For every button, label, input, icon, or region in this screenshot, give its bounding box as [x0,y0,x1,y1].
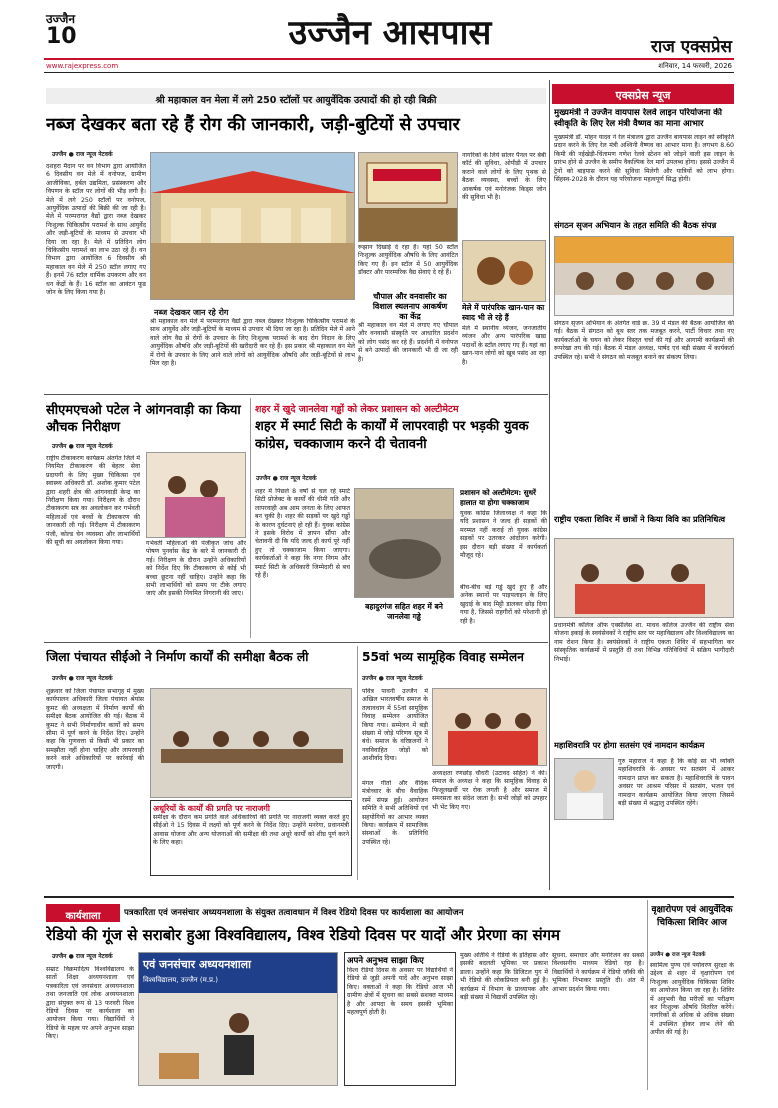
meeting-illustration [555,237,734,316]
zila-box-text: समीक्षा के दौरान कम प्रगति वाले अधिकारियों की प्रगति पर नाराजगी व्यक्त करते हुए सीईओ ने 15 दिवस में लक्ष्यों को पूर्ण करने के निर्देश दिए। उन्होंने मनरेगा, प्रधानमंत्री आवास योजना और अन्य योजनाओं की समीक्षा की तथा अधूरे कार्यों को शीघ्र पूर्ण करने के लिए कहा। [153,814,349,847]
lead-col2-text: श्री महाकाल वन मेले में परम्परागत वैद्यों द्वारा नब्ज देखकर निःशुल्क चिकित्सीय परामर्श के साथ आयुर्वेद और जड़ी-बूटियों के माध्यम से उपचार भी दिया जा रहा है। प्रतिदिन मेले में आने वाले लोग वैद्य से रोगों के उपचार के लिए निःशुल्क परामर्श के बाद रोग निदान के लिए आयुर्वेदिक औषधि और जड़ी-बूटियों की खरीदारी कर रहे हैं। इस प्रकार श्री महाकाल वन मेले में रोगों के उपचार के लिए आने वाले लोगों को आयुर्वेदिक औषधि और जड़ी-बूटियों से लाभ मिल रहा है। [150,318,355,368]
lead-byline: उज्जैन ● राज न्यूज नेटवर्क [52,151,113,158]
smartcity-kicker: शहर में खुदे जानलेवा गड्ढों को लेकर प्रशासन को अल्टीमेटम [255,404,459,415]
smartcity-subtext: युवक कांग्रेस जिलाध्यक्ष ने कहा कि यदि प्रशासन ने जल्द ही सड़कों की मरम्मत नहीं कराई तो युवक कांग्रेस सड़कों पर उतरकर आंदोलन करेगी। इस दौरान बड़ी संख्या में कार्यकर्ता मौजूद रहे। [460,510,547,560]
stalls-illustration [151,153,355,300]
sidebar-meeting-photo [554,236,734,316]
food-illustration [463,241,546,302]
photo2-caption: चौपाल और वनवासीर का विशाल स्थलनाप आकर्षण का केंद्र [372,292,448,321]
column-rule-sidebar [549,80,550,890]
workshop-box-text: विश्व रेडियो दिवस के अवसर पर विद्यार्थियों ने रेडियो से जुड़ी अपनी यादें और अनुभव साझा किए। वक्ताओं ने कहा कि रेडियो आज भी ग्रामीण क्षेत्रों में सूचना का सबसे सशक्त माध्यम है और आपदा के समय इसकी भूमिका महत्वपूर्ण होती है। [347,967,453,1017]
masthead-rule-2 [44,72,734,73]
sidebar-camp-photo [554,538,734,618]
zila-headline: जिला पंचायत सीईओ ने निर्माण कार्यों की समीक्षा बैठक ली [46,650,309,664]
anganwadi-illustration [147,453,246,538]
section-rule-3 [44,896,734,898]
workshop-byline: उज्जैन ● राज न्यूज नेटवर्क [52,953,113,960]
vivah-photo [432,688,547,766]
smartcity-photo-caption: बहादुरगंज सहित शहर में बने जानलेवा गड्ढे [365,602,443,621]
sidebar-story3-headline: राष्ट्रीय एकता शिविर में छात्रों ने किया विवि का प्रतिनिधित्व [554,514,726,524]
chaupal-illustration [359,153,458,242]
zila-text: शुक्रवार को जिला पंचायत सभागृह में मुख्य कार्यपालन अधिकारी जिला पंचायत श्रेयांस कुमट की अध्यक्षता में निर्माण कार्यों की समीक्षा बैठक आयोजित की गई। बैठक में कुमट ने सभी निर्माणाधीन कार्यों को समय सीमा में पूर्ण करने के निर्देश दिए। उन्होंने कहा कि गुणवत्ता से किसी भी प्रकार का समझौता नहीं होना चाहिए और लापरवाही करने वाले अधिकारियों पर कार्रवाई की जाएगी। [46,688,144,771]
sidebar-story1-text: मुख्यमंत्री डॉ. मोहन यादव ने रेल मंत्रालय द्वारा उज्जैन बायपास लाइन को स्वीकृति प्रदान करने के लिए रेल मंत्री अश्विनी वैष्णव का आभार माना है। लगभग 8.60 किमी की नईखेड़ी-चिंतामण गणेश रेलवे स्टेशन को जोड़ने वाली इस लाइन के प्रारंभ होने से उज्जैन के समीप वैकल्पिक रेल मार्ग उपलब्ध होगा। इससे उज्जैन में ट्रेनों को बाइपास करने की सुविधा मिलेगी और यात्रियों को लाभ होगा। सिंहस्थ-2028 के दौरान यह परियोजना महत्वपूर्ण सिद्ध होगी। [554,134,734,184]
workshop-banner-text-2: विश्वविद्यालय, उज्जैन (म.प्र.) [143,976,218,984]
workshop-box-headline: अपने अनुभव साझा किए [347,956,424,966]
lead-photo-food [462,240,546,302]
workshop-tag [46,904,120,922]
guru-illustration [555,759,614,820]
lead-col3b-text: श्री महाकाल वन मेले में लगाए गए चौपाल और वनवासी संस्कृति पर आधारित प्रदर्शन को लोग पसंद कर रहे हैं। प्रदर्शनी में वनोपज से बने उत्पादों की जानकारी भी दी जा रही है। [358,322,458,363]
workshop-text2: मुख्य अतिथि ने रेडियो के इतिहास और इसकी बदलती भूमिका पर प्रकाश डाला। उन्होंने कहा कि डिजिटल युग में भी रेडियो की लोकप्रियता बनी हुई है। कार्यक्रम में विभाग के प्राध्यापक और बड़ी संख्या में विद्यार्थी उपस्थित रहे। [460,952,548,1002]
cmho-byline: उज्जैन ● राज न्यूज नेटवर्क [52,443,113,450]
zila-box-headline: अधूरियों के कार्यों की प्रगति पर नाराजगी [153,804,270,813]
masthead-url[interactable]: www.rajexpress.com [46,62,119,70]
workshop-text3: सूचना, समाचार और मनोरंजन का सबसे विश्वसनीय माध्यम रेडियो रहा है। विद्यार्थियों ने कार्यक्रम में रेडियो जॉकी की भूमिका निभाकर प्रस्तुति दी। अंत में आभार प्रदर्शन किया गया। [552,952,644,993]
lead-photo-chaupal [358,152,458,242]
sidebar-story2-text: संगठन सृजन अभियान के अंतर्गत वार्ड क्र. 39 में मंडल की बैठक आयोजित की गई। बैठक में संगठन को बूथ स्तर तक मजबूत करने, पार्टी विचार तथा नए कार्यकर्ताओं के चयन को लेकर विस्तृत चर्चा की गई और आगामी कार्यक्रमों की रूपरेखा तय की गई। बैठक में मंडल अध्यक्ष, पार्षद एवं बड़ी संख्या में कार्यकर्ता उपस्थित रहे। सभी ने संगठन को मजबूत बनाने का संकल्प लिया। [554,320,734,361]
lead-col3-text: रूझान दिखाई दे रहा है। यहां 50 स्टॉल निःशुल्क आयुर्वेदिक औषधि के लिए आवंटित किए गए हैं। इन स्टॉल में 50 आयुर्वेदिक डॉक्टर और पारम्परिक वैद्य सेवाएं दे रहे हैं। [358,244,458,277]
lead-col4b-text: मेले में स्थानीय व्यंजन, जनजातीय व्यंजन और अन्य पारंपरिक खाद्य पदार्थों के स्टॉल लगाए गए हैं। यहां का खान-पान लोगों को खूब पसंद आ रहा है। [462,325,546,366]
vivah-text: पवित्र पावनी उज्जैन में अखिल भारतवर्षीय समाज के तत्वावधान में 55वां सामूहिक विवाह सम्मेलन आयोजित किया गया। सम्मेलन में बड़ी संख्या में जोड़े परिणय सूत्र में बंधे। समाज के वरिष्ठजनों ने नवविवाहित जोड़ों को आशीर्वाद दिया। [362,688,428,763]
sidebar-story2-headline: संगठन सृजन अभियान के तहत समिति की बैठक संपन्न [554,220,717,230]
cmho-headline: सीएमएचओ पटेल ने आंगनवाड़ी का किया औचक निरीक्षण [46,403,241,435]
section-rule-2 [44,642,548,643]
vivah-byline: उज्जैन ● राज न्यूज नेटवर्क [362,675,423,682]
workshop-headline: रेडियो की गूंज से सराबोर हुआ विश्वविद्यालय, विश्व रेडियो दिवस पर यादों और प्रेरणा का संगम [46,926,561,944]
vivah-text2: मंगल गीतों और वैदिक मंत्रोच्चार के बीच वैवाहिक रस्में संपन्न हुईं। आयोजन समिति ने सभी अतिथियों एवं सहयोगियों का आभार व्यक्त किया। कार्यक्रम में सामाजिक संस्थाओं के प्रतिनिधि उपस्थित रहे। [362,780,428,846]
sidebar-story1-headline: मुख्यमंत्री ने उज्जैन वायपास रेलवे लाइन परियोजना की स्वीकृति के लिए रेल मंत्री वैष्णव का माना आभार [554,108,722,129]
section-title: उज्जैन आसपास [288,13,492,53]
workshop-tag-text: कार्यशाला [65,911,101,922]
workshop-banner [139,953,337,993]
photo1-caption: नब्ज देखकर जान रहे रोग [154,308,229,317]
lead-col4-text: नागरिकों के लिये सोलर पैनल पर बेबी कॉर्ट की सुविधा, ओपीडी में उपचार कराने वाले लोगों के लिए पृथक से बैठक व्यवस्था, बच्चों के लिए आकर्षक एवं मनोरंजक किड्स जोन की सुविधा भी है। [462,152,546,202]
photo3-caption: मेले में पारंपरिक खान-पान का स्वाद भी ले रहे हैं [462,303,545,322]
workshop-photo [138,952,338,1086]
lead-headline: नब्ज देखकर बता रहे हैं रोग की जानकारी, जड़ी-बुटियों से उपचार [46,115,460,135]
sidebar-header [552,84,734,104]
review-meeting-illustration [151,689,352,798]
sidebar-header-text: एक्सप्रेस न्यूज [615,89,671,102]
workshop-illustration [139,993,338,1086]
healthcamp-text: स्वामित्व पुण्य एवं पर्यावरण सुरक्षा के उद्देश्य से शहर में वृक्षारोपण एवं निःशुल्क आयुर्वेदिक चिकित्सा शिविर का आयोजन किया जा रहा है। शिविर में अनुभवी वैद्य मरीजों का परीक्षण कर निःशुल्क औषधि वितरित करेंगे। नागरिकों से अधिक से अधिक संख्या में उपस्थित होकर लाभ लेने की अपील की गई है। [650,962,734,1037]
sidebar-story4-headline: महाशिवरात्रि पर होगा सतसंग एवं नामदान कार्यक्रम [554,740,705,750]
sidebar-story3-text: प्रधानमंत्री कॉलेज ऑफ एक्सीलेंस शा. माधव कॉलेज उज्जैन की राष्ट्रीय सेवा योजना इकाई के स्वयंसेवकों ने राष्ट्रीय स्तर पर महाविद्यालय और विश्वविद्यालय का नाम रोशन किया है। स्वयंसेवकों ने राष्ट्रीय एकता शिविर में सहभागिता कर सांस्कृतिक कार्यक्रमों में प्रस्तुति दी तथा विभिन्न गतिविधियों में सक्रिय भागीदारी निभाई। [554,622,734,663]
vivah-headline: 55वां भव्य सामूहिक विवाह सम्मेलन [362,650,524,664]
workshop-box [344,952,456,1086]
column-rule-vivah [357,646,358,880]
lead-photo-stalls [150,152,355,300]
zila-byline: उज्जैन ● राज न्यूज नेटवर्क [52,675,113,682]
column-rule-cmho [250,398,251,638]
brand-name: राज एक्सप्रेस [650,37,732,57]
zila-photo [150,688,352,798]
section-rule-1 [44,394,548,395]
pothole-illustration [355,489,454,598]
column-rule-healthcamp [647,900,648,1090]
cmho-photo [146,452,246,538]
workshop-text: सम्राट विक्रमादित्य विश्वविद्यालय के सातों शिक्षा अध्ययनशाला एवं पत्रकारिता एवं जनसंचार अध्ययनशाला तथा जनजाति एवं लोक अध्ययनशाला द्वारा संयुक्त रूप से 13 फरवरी विश्व रेडियो दिवस पर कार्यशाला का आयोजन किया गया। विद्यार्थियों ने रेडियो के महत्व पर अपने अनुभव साझा किए। [46,966,134,1041]
smartcity-subtext2: बीच-बीच बड़े गड्ढे खुदे हुए हैं और अनेक स्थानों पर पाइपलाइन के लिए खुदाई के बाद मिट्टी डालकर छोड़ दिया गया है, जिससे राहगीरों को परेशानी हो रही है। [460,584,547,625]
smartcity-headline: शहर में स्मार्ट सिटी के कार्यों में लापरवाही पर भड़की युवक कांग्रेस, चक्काजाम करने दी चेतावनी [255,419,529,452]
smartcity-photo [354,488,454,598]
sidebar-guru-photo [554,758,614,820]
workshop-kicker: पत्रकारिता एवं जनसंचार अध्ययनशाला के संयुक्त तत्वावधान में विश्व रेडियो दिवस पर कार्यशाला का आयोजन [124,908,464,918]
lead-photo-stalls-caption [150,300,355,316]
smartcity-subhead: प्रशासन को अल्टीमेटम: सुधरें हालात या होगा चक्काजाम [460,488,536,507]
wedding-illustration [433,689,547,766]
masthead-date: शनिवार, 14 फरवरी, 2026 [658,62,732,70]
vivah-text3: अध्यक्षता रणछोड़ चौधरी (उटावद सहित) ने की। समाज के अध्यक्ष ने कहा कि सामूहिक विवाह से फिजूलखर्ची पर रोक लगती है और समाज में समरसता का संदेश जाता है। सभी जोड़ों को उपहार भी भेंट किए गए। [432,770,547,811]
lead-kicker [46,88,546,104]
masthead-rule [44,58,734,60]
smartcity-byline: उज्जैन ● राज न्यूज नेटवर्क [256,475,317,482]
sidebar-story4-text: गुरु महाराज ने कहा है कि कोई सा भी व्यक्ति महाशिवरात्रि के अवसर पर सतसंग में आकर नामदान प्राप्त कर सकता है। महाशिवरात्रि के पावन अवसर पर आश्रम परिसर में सतसंग, भजन एवं नामदान कार्यक्रम आयोजित किया जाएगा जिसमें बड़ी संख्या में श्रद्धालु उपस्थित रहेंगे। [618,758,734,808]
healthcamp-byline: उज्जैन ● राज न्यूज नेटवर्क [650,952,706,958]
page-number: 10 [46,24,77,49]
smartcity-text: शहर में पिछले 8 वर्षों से चल रहे स्मार्ट सिटी प्रोजेक्ट के कार्यों की धीमी गति और लापरवाही अब आम जनता के लिए आफत बन चुकी है। शहर की सड़कों पर खुदे गड्ढों के कारण दुर्घटनाएं हो रही हैं। युवक कांग्रेस ने इसके विरोध में ज्ञापन सौंपा और चेतावनी दी कि यदि जल्द ही कार्य पूरे नहीं हुए तो चक्काजाम किया जाएगा। कार्यकर्ताओं ने कहा कि नगर निगम और स्मार्ट सिटी के अधिकारी जिम्मेदारी से बच रहे हैं। [255,488,350,580]
zila-box [150,800,352,876]
cmho-text: राष्ट्रीय टीकाकरण कार्यक्रम अंतर्गत जिले में नियमित टीकाकरण की बेहतर सेवा प्रदायगी के लिए मुख्य चिकित्सा एवं स्वास्थ्य अधिकारी डॉ. अशोक कुमार पटेल द्वारा शहरी क्षेत्र की आंगनवाड़ी केन्द्र का निरीक्षण किया गया। निरीक्षण के दौरान टीकाकरण सत्र का अवलोकन कर गर्भवती महिलाओं एवं बच्चों के टीकाकरण की जानकारी ली गई। निरीक्षण में टीकाकरण पंजी, कोल्ड चेन व्यवस्था और लाभार्थियों की सूची का अवलोकन किया गया। [46,455,140,547]
students-illustration [555,539,734,618]
cmho-text2: गर्भवती महिलाओं की पंजीकृत जांच और पोषण पुनर्वास केंद्र के बारे में जानकारी दी गई। निरीक्षण के दौरान उन्होंने अधिकारियों को निर्देश दिए कि टीकाकरण से कोई भी बच्चा छूटना नहीं चाहिए। उन्होंने कहा कि सभी लाभार्थियों को समय पर टीके लगाए जाएं और इसकी नियमित निगरानी की जाए। [146,540,246,598]
masthead-city: उज्जैन [46,12,76,26]
lead-kicker-text: श्री महाकाल वन मेला में लगे 250 स्टॉलों पर आयुर्वेदिक उत्पादों की हो रही बिक्री [155,95,437,106]
healthcamp-headline: वृक्षारोपण एवं आयुर्वेदिक चिकित्सा शिविर आज [651,905,733,928]
lead-col1-text: दशहरा मैदान पर वन विभाग द्वारा आयोजित 6 दिवसीय वन मेले में वनोपज, ग्रामीण आजीविका, हर्बल उद्यमिता, प्रसंस्करण और विपणन के स्टॉल पर लोगों की भीड़ लगी है। मेले में लगे 250 स्टॉलों पर वनोपज, आयुर्वेदिक उत्पादों की बिक्री की जा रही है। मेले में परम्परागत वैद्यों द्वारा नब्ज देखकर निःशुल्क चिकित्सीय परामर्श के साथ आयुर्वेद और जड़ी-बूटियों के माध्यम से उपचार भी दिया जा रहा है। मेले में प्रतिदिन लोग चिकित्सीय परामर्श का लाभ उठा रहे हैं। वन विभाग द्वारा आयोजित 6 दिवसीय श्री महाकाल वन मेले में 250 स्टॉल लगाए गए हैं। इनमें 76 स्टॉल धार्मिक उपकरण और वन धन केंद्रों के हैं। 16 स्टॉल का आवंटन फूड जोन के लिए किया गया है। [46,163,146,297]
workshop-banner-text: एवं जनसंचार अध्ययनशाला [143,958,251,971]
